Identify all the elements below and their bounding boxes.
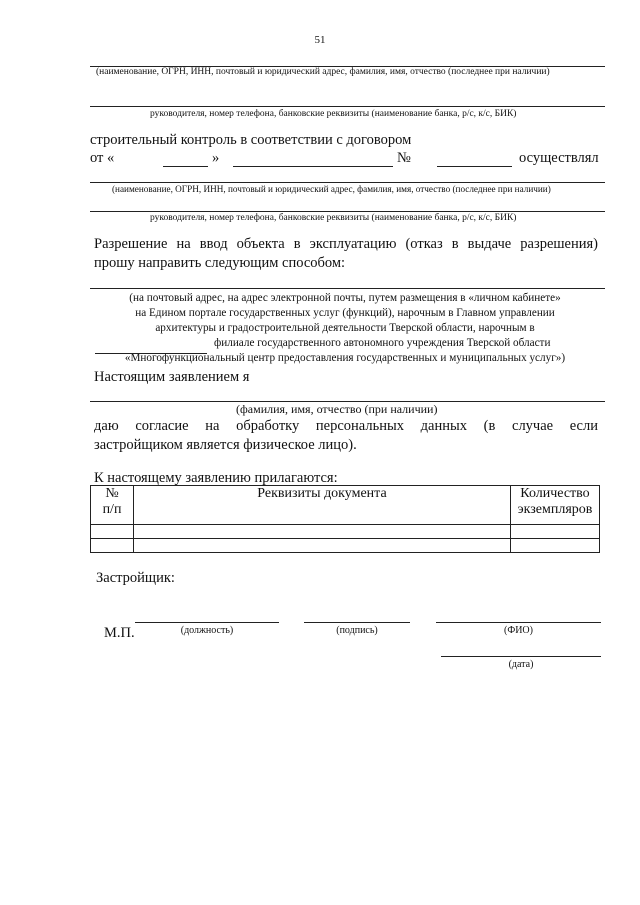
table-cell[interactable]	[91, 525, 134, 539]
date-caption: (дата)	[508, 659, 534, 670]
contract-from: от «	[90, 150, 115, 166]
position-field[interactable]	[135, 622, 279, 623]
header-quantity-line-1: Количество	[520, 486, 590, 501]
position-caption: (должность)	[180, 625, 234, 636]
org-line-2	[90, 182, 605, 183]
contract-number-sign: №	[397, 150, 411, 166]
contract-month-field[interactable]	[233, 166, 393, 167]
attachments-table	[90, 485, 600, 553]
date-field[interactable]	[441, 656, 601, 657]
contract-line-1: строительный контроль в соответствии с договором	[90, 132, 412, 148]
table-header-row	[91, 486, 600, 525]
fio-field[interactable]	[436, 622, 601, 623]
fio-caption: (фамилия, имя, отчество (при наличии)	[236, 402, 438, 416]
head-line-2	[90, 211, 605, 212]
delivery-caption-line-5: «Многофункциональный центр предоставления государственных и муниципальных услуг»)	[124, 352, 566, 364]
table-cell[interactable]	[134, 539, 511, 553]
delivery-method-field[interactable]	[90, 288, 605, 289]
mp-label: М.П.	[104, 625, 135, 641]
head-caption-2: руководителя, номер телефона, банковские реквизиты (наименование банка, р/с, к/с, БИК)	[150, 213, 517, 223]
table-row[interactable]	[91, 539, 600, 553]
permit-line-1: Разрешение на ввод объекта в эксплуатацию (отказ в выдаче разрешения)	[94, 236, 598, 252]
org-caption-2: (наименование, ОГРН, ИНН, почтовый и юридический адрес, фамилия, имя, отчество (последнее при наличии)	[112, 184, 551, 194]
signature-field[interactable]	[304, 622, 410, 623]
header-number-line-1: №	[105, 486, 119, 501]
header-details: Реквизиты документа	[134, 486, 511, 525]
table-cell[interactable]	[91, 539, 134, 553]
consent-line-2: застройщиком является физическое лицо).	[94, 437, 357, 453]
consent-line-1: даю согласие на обработку персональных данных (в случае если	[94, 418, 598, 434]
contract-day-field[interactable]	[163, 166, 208, 167]
contract-number-field[interactable]	[437, 166, 512, 167]
table-cell[interactable]	[511, 539, 600, 553]
fio-sign-caption: (ФИО)	[503, 625, 533, 636]
delivery-caption	[90, 291, 600, 366]
table-row[interactable]	[91, 525, 600, 539]
contract-quote-close: »	[212, 150, 220, 166]
header-number-line-2: п/п	[102, 502, 122, 517]
org-caption-1: (наименование, ОГРН, ИНН, почтовый и юридический адрес, фамилия, имя, отчество (последнее при наличии)	[96, 67, 550, 77]
delivery-caption-line-2: на Едином портале государственных услуг (функций), нарочным в Главном управлении	[135, 307, 555, 319]
head-line-1	[90, 106, 605, 107]
delivery-caption-line-3: архитектуры и градостроительной деятельности Тверской области, нарочным в	[155, 322, 535, 334]
attachments-title: К настоящему заявлению прилагаются:	[94, 470, 338, 486]
header-number	[91, 486, 134, 525]
delivery-caption-line-1: (на почтовый адрес, на адрес электронной почты, путем размещения в «личном кабинете»	[129, 292, 561, 304]
header-quantity	[511, 486, 600, 525]
contract-performed: осуществлял	[519, 150, 599, 166]
delivery-caption-line-4: филиале государственного автономного учреждения Тверской области	[214, 337, 551, 349]
developer-label: Застройщик:	[96, 570, 175, 586]
table-cell[interactable]	[511, 525, 600, 539]
table-cell[interactable]	[134, 525, 511, 539]
page-number: 51	[314, 34, 326, 46]
header-quantity-line-2: экземпляров	[517, 502, 593, 517]
statement-line: Настоящим заявлением я	[94, 369, 250, 385]
signature-caption: (подпись)	[336, 625, 378, 636]
permit-line-2: прошу направить следующим способом:	[94, 255, 346, 271]
mfc-branch-field[interactable]	[95, 353, 207, 354]
head-caption-1: руководителя, номер телефона, банковские реквизиты (наименование банка, р/с, к/с, БИК)	[150, 109, 517, 119]
